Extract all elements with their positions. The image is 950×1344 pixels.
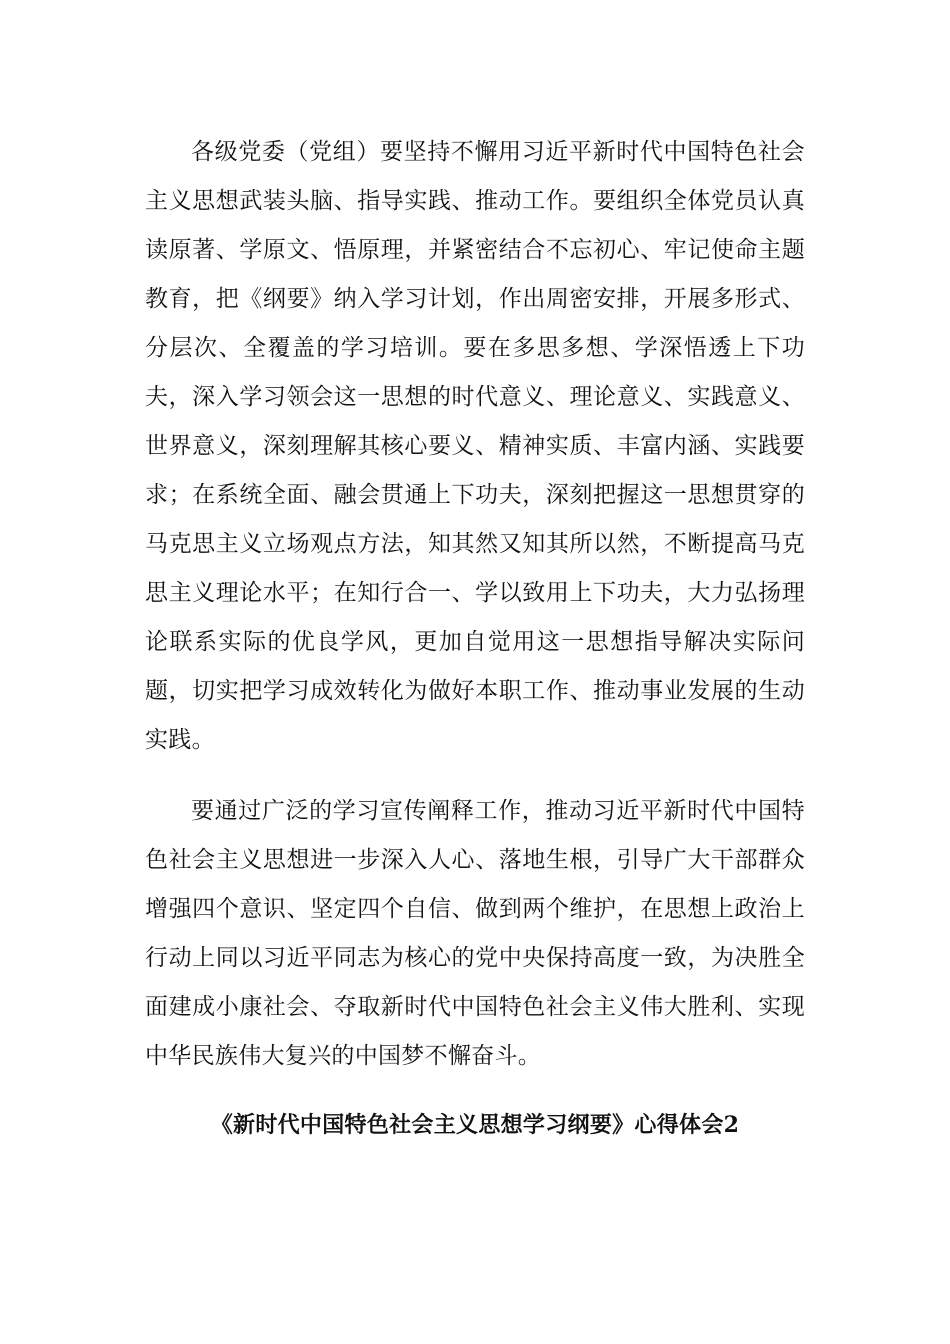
body-paragraph-2: 要通过广泛的学习宣传阐释工作，推动习近平新时代中国特色社会主义思想进一步深入人心、落地生根，引导广大干部群众增强四个意识、坚定四个自信、做到两个维护，在思想上政治上行动上同以习近平同志为核心的党中央保持高度一致，为决胜全面建成小康社会、夺取新时代中国特色社会主义伟大胜利、实现中华民族伟大复兴的中国梦不懈奋斗。 <box>145 798 805 1069</box>
body-paragraph-1: 各级党委（党组）要坚持不懈用习近平新时代中国特色社会主义思想武装头脑、指导实践、推动工作。要组织全体党员认真读原著、学原文、悟原理，并紧密结合不忘初心、牢记使命主题教育，把《纲要》纳入学习计划，作出周密安排，开展多形式、分层次、全覆盖的学习培训。要在多思多想、学深悟透上下功夫，深入学习领会这一思想的时代意义、理论意义、实践意义、世界意义，深刻理解其核心要义、精神实质、丰富内涵、实践要求；在系统全面、融会贯通上下功夫，深刻把握这一思想贯穿的马克思主义立场观点方法，知其然又知其所以然，不断提高马克思主义理论水平；在知行合一、学以致用上下功夫，大力弘扬理论联系实际的优良学风，更加自觉用这一思想指导解决实际问题，切实把学习成效转化为做好本职工作、推动事业发展的生动实践。 <box>145 139 805 753</box>
section-heading: 《新时代中国特色社会主义思想学习纲要》心得体会2 <box>210 1112 740 1138</box>
